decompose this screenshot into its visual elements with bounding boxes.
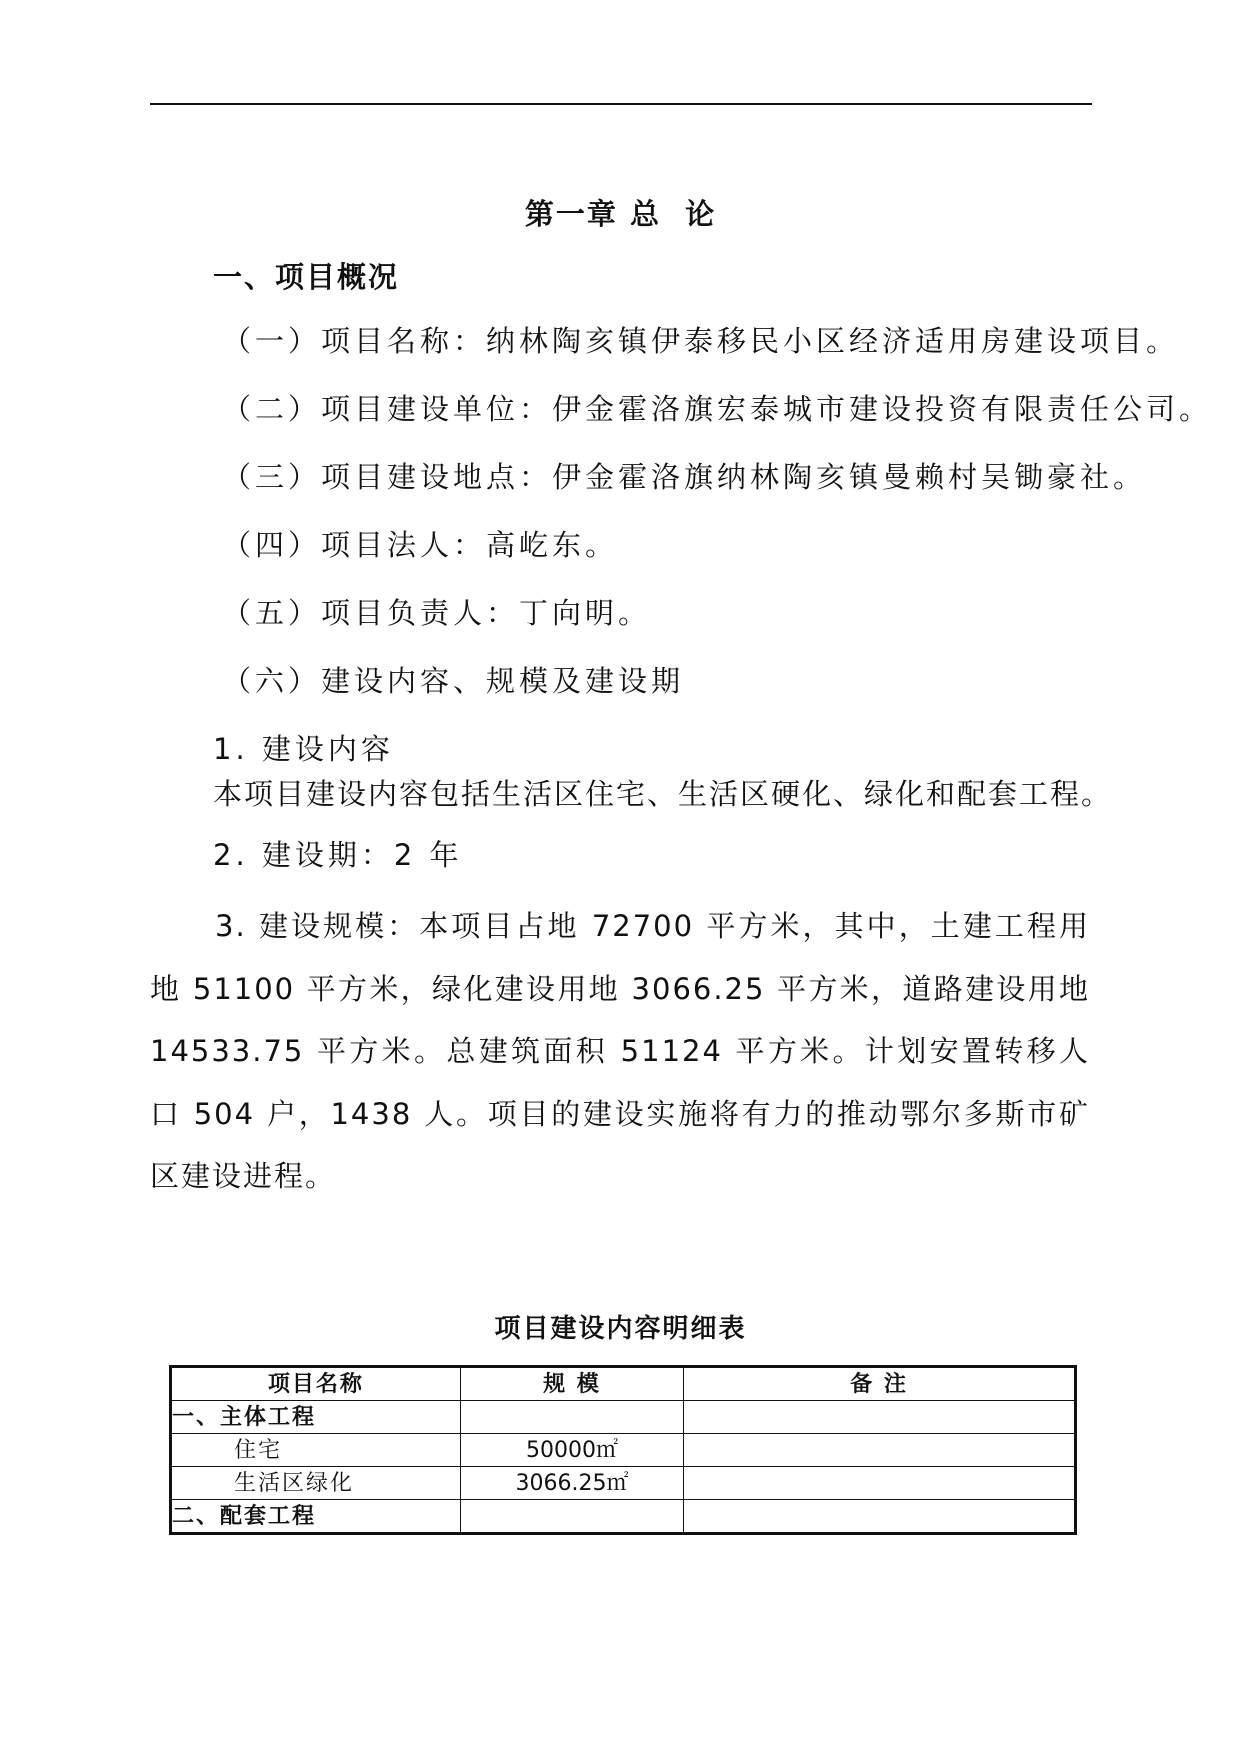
table-row xyxy=(171,1401,1076,1434)
item-construction-scope: （六）建设内容、规模及建设期 xyxy=(222,664,685,698)
row-note xyxy=(684,1434,1076,1467)
row-scale xyxy=(460,1401,683,1434)
row-scale: 50000㎡ xyxy=(460,1434,683,1467)
item-legal-person: （四）项目法人：高屹东。 xyxy=(222,528,619,562)
table-title: 项目建设内容明细表 xyxy=(494,1314,747,1344)
row-note xyxy=(684,1467,1076,1500)
item-construction-unit: （二）项目建设单位：伊金霍洛旗宏泰城市建设投资有限责任公司。 xyxy=(222,392,1213,426)
row-note xyxy=(684,1401,1076,1434)
row-name: 生活区绿化 xyxy=(171,1467,461,1500)
construction-detail-table xyxy=(169,1365,1077,1535)
header-scale: 规 模 xyxy=(460,1367,683,1401)
row-scale xyxy=(460,1500,683,1534)
table-header-row xyxy=(171,1367,1076,1401)
row-scale: 3066.25㎡ xyxy=(460,1467,683,1500)
chapter-title: 第一章 总 论 xyxy=(524,197,717,231)
row-name: 二、配套工程 xyxy=(171,1500,461,1534)
construction-period: 2. 建设期：2 年 xyxy=(213,838,463,872)
header-note: 备 注 xyxy=(684,1367,1076,1401)
row-name: 住宅 xyxy=(171,1434,461,1467)
table-row xyxy=(171,1467,1076,1500)
header-project-name: 项目名称 xyxy=(171,1367,461,1401)
section-title: 一、项目概况 xyxy=(213,260,400,294)
construction-scale-paragraph: 3. 建设规模：本项目占地 72700 平方米，其中，土建工程用地 51100 平方米，绿化建设用地 3066.25 平方米，道路建设用地 14533.75 平方米。总建筑面积 51124 平方米。计划安置转移人口 504 户，1438 人。项目的建设实施将有力的推动鄂尔多斯市矿区建设进程。 xyxy=(150,909,1090,1193)
header-rule xyxy=(150,103,1092,105)
row-note xyxy=(684,1500,1076,1534)
item-project-name: （一）项目名称：纳林陶亥镇伊泰移民小区经济适用房建设项目。 xyxy=(222,324,1180,358)
table-row xyxy=(171,1500,1076,1534)
table-row xyxy=(171,1434,1076,1467)
content-heading: 1. 建设内容 xyxy=(213,732,394,766)
item-construction-site: （三）项目建设地点：伊金霍洛旗纳林陶亥镇曼赖村吴锄豪社。 xyxy=(222,460,1147,494)
row-name: 一、主体工程 xyxy=(171,1401,461,1434)
item-project-leader: （五）项目负责人：丁向明。 xyxy=(222,596,652,630)
content-text: 本项目建设内容包括生活区住宅、生活区硬化、绿化和配套工程。 xyxy=(213,777,1113,811)
